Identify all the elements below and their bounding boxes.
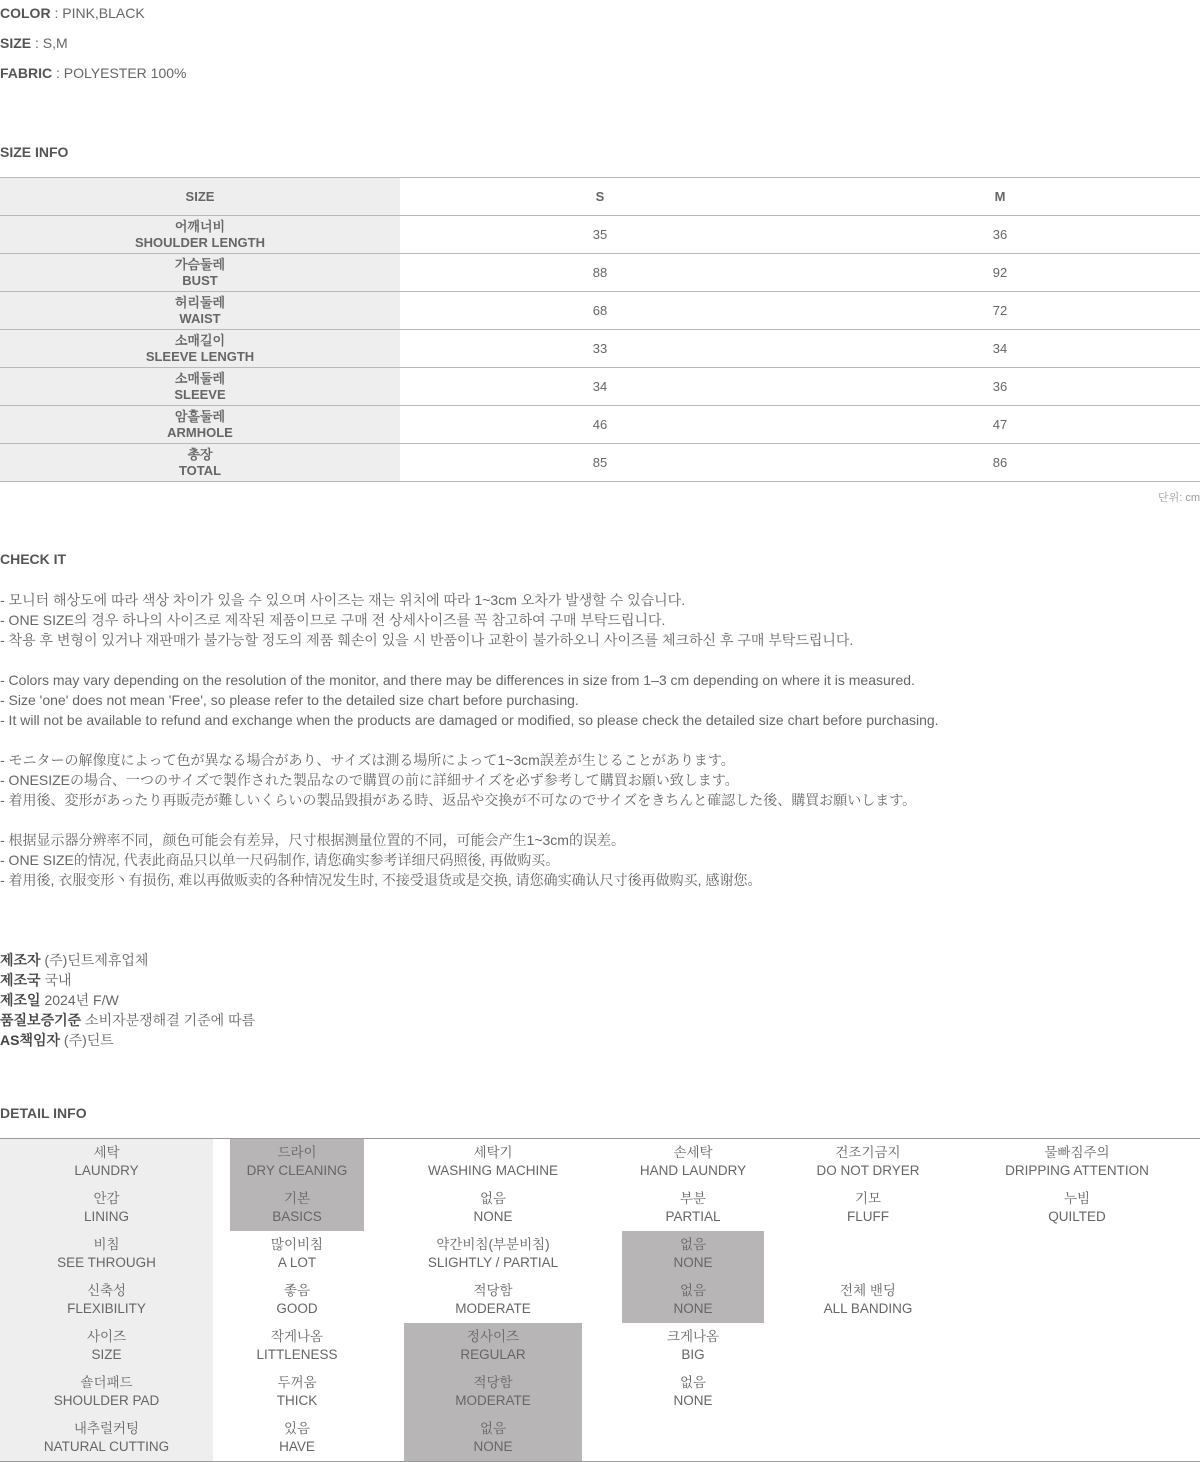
- detail-label-see-through-ko: 비침: [93, 1237, 120, 1252]
- detail-option: [404, 1231, 582, 1277]
- manufacturer-info: [0, 950, 255, 1050]
- detail-option-en: GOOD: [276, 1301, 318, 1316]
- detail-label-natural-cutting-en: NATURAL CUTTING: [43, 1439, 170, 1454]
- detail-option-selected: [404, 1415, 582, 1461]
- detail-label-flexibility-ko: 신축성: [86, 1283, 127, 1298]
- measure-label-ko: 총장: [187, 446, 213, 462]
- detail-option-en: A LOT: [277, 1255, 317, 1270]
- detail-option: [404, 1185, 582, 1231]
- detail-option-selected: [622, 1231, 764, 1277]
- detail-option: [800, 1185, 936, 1231]
- table-row: [0, 368, 1200, 406]
- note-line: - ONE SIZE的情况, 代表此商品只以单一尺码制作, 请您确实参考详细尺码照後, 再做购买。: [0, 852, 560, 868]
- detail-option-selected-en: BASICS: [272, 1209, 322, 1224]
- detail-option-selected-en: MODERATE: [455, 1393, 531, 1408]
- detail-option-selected-ko: 없음: [479, 1421, 507, 1436]
- measure-label-en: SLEEVE: [174, 386, 226, 402]
- detail-option-selected-en: NONE: [673, 1301, 713, 1316]
- color-label: COLOR: [0, 5, 51, 21]
- product-fabric: [0, 64, 186, 82]
- measure-m: 86: [800, 444, 1200, 482]
- detail-option: [404, 1139, 582, 1185]
- detail-option-en: SLIGHTLY / PARTIAL: [427, 1255, 559, 1270]
- measure-label-en: SHOULDER LENGTH: [135, 234, 265, 250]
- detail-option-ko: 건조기금지: [835, 1145, 901, 1160]
- measure-label-en: ARMHOLE: [167, 424, 233, 440]
- detail-option-selected: [230, 1185, 364, 1231]
- mfg-value: 소비자분쟁해결 기준에 따름: [81, 1012, 256, 1028]
- size-label: SIZE: [0, 35, 32, 51]
- detail-option-en: HAND LAUNDRY: [639, 1163, 747, 1178]
- detail-label-lining-ko: 안감: [93, 1191, 120, 1206]
- detail-option-ko: 기모: [854, 1191, 882, 1206]
- measure-s: 35: [400, 216, 800, 254]
- detail-option-selected-ko: 기본: [283, 1191, 311, 1206]
- measure-s: 88: [400, 254, 800, 292]
- measure-label-en: SLEEVE LENGTH: [145, 348, 255, 364]
- detail-option-en: FLUFF: [847, 1209, 889, 1224]
- detail-label-natural-cutting: [0, 1415, 213, 1461]
- measure-label: [0, 254, 400, 292]
- note-gap: [0, 810, 939, 830]
- measure-label: [0, 406, 400, 444]
- measure-label: [0, 444, 400, 482]
- table-row: [0, 406, 1200, 444]
- detail-label-size-ko: 사이즈: [86, 1329, 127, 1344]
- size-header-size: SIZE: [0, 178, 400, 216]
- mfg-label: 제조자: [0, 952, 41, 968]
- detail-option: [800, 1139, 936, 1185]
- detail-option: [800, 1277, 936, 1323]
- measure-s: 46: [400, 406, 800, 444]
- mfg-line-maker: [0, 950, 255, 970]
- table-row: [0, 292, 1200, 330]
- measure-m: 36: [800, 368, 1200, 406]
- detail-option: [230, 1277, 364, 1323]
- measure-label-ko: 암홀둘레: [174, 408, 226, 424]
- detail-option-en: NONE: [673, 1393, 713, 1408]
- detail-label-shoulder-pad-en: SHOULDER PAD: [53, 1393, 160, 1408]
- note-line: - ONESIZEの場合、一つのサイズで製作された製品なので購買の前に詳細サイズを必ず参考して購買お願い致します。: [0, 772, 739, 788]
- detail-option-en: MODERATE: [455, 1301, 531, 1316]
- size-value: : S,M: [31, 35, 68, 51]
- mfg-line-date: [0, 990, 255, 1010]
- detail-option-selected-ko: 적당함: [473, 1375, 513, 1390]
- detail-option-ko: 없음: [679, 1375, 707, 1390]
- measure-label: [0, 216, 400, 254]
- detail-option-ko: 약간비침(부분비침): [436, 1237, 550, 1252]
- note-line: - 모니터 해상도에 따라 색상 차이가 있을 수 있으며 사이즈는 재는 위치에 따라 1~3cm 오차가 발생할 수 있습니다.: [0, 592, 686, 608]
- measure-m: 72: [800, 292, 1200, 330]
- note-line: - 着用後, 衣服变形丶有损伤, 难以再做贩卖的各种情况发生时, 不接受退货或是交换, 请您确实确认尺寸後再做购买, 感谢您。: [0, 872, 762, 888]
- size-header-s: S: [400, 178, 800, 216]
- detail-option-selected-ko: 없음: [679, 1237, 707, 1252]
- detail-option-ko: 손세탁: [673, 1145, 713, 1160]
- detail-option-ko: 부분: [679, 1191, 707, 1206]
- mfg-label: 품질보증기준: [0, 1012, 82, 1028]
- measure-s: 34: [400, 368, 800, 406]
- note-line: - It will not be available to refund and exchange when the products are damaged or modified, so please check the detailed size chart before purchasing.: [0, 712, 939, 728]
- detail-option-ko: 좋음: [283, 1283, 311, 1298]
- detail-option: [230, 1323, 364, 1369]
- mfg-value: 국내: [40, 972, 72, 988]
- note-line: - ONE SIZE의 경우 하나의 사이즈로 제작된 제품이므로 구매 전 상세사이즈를 꼭 참고하여 구매 부탁드립니다.: [0, 612, 666, 628]
- mfg-value: (주)딘트: [60, 1032, 114, 1048]
- detail-option-selected: [404, 1323, 582, 1369]
- measure-m: 34: [800, 330, 1200, 368]
- check-it-title: CHECK IT: [0, 551, 67, 567]
- measure-label-ko: 허리둘레: [174, 294, 226, 310]
- detail-label-laundry-ko: 세탁: [93, 1145, 120, 1160]
- color-value: : PINK,BLACK: [50, 5, 145, 21]
- detail-option-selected-ko: 없음: [679, 1283, 707, 1298]
- detail-option-ko: 작게나옴: [270, 1329, 324, 1344]
- size-table-header: [0, 178, 1200, 216]
- detail-label-laundry: [0, 1139, 213, 1185]
- detail-option-en: DRIPPING ATTENTION: [1005, 1163, 1149, 1178]
- detail-option-ko: 많이비침: [270, 1237, 324, 1252]
- note-line: - 根据显示器分辨率不同，颜色可能会有差异，尺寸根据测量位置的不同，可能会产生1~3cm的误差。: [0, 832, 625, 848]
- note-line: - 着用後、変形があったり再販売が難しいくらいの製品毀損がある時、返品や交換が不可なのでサイズをきちんと確認した後、購買お願いします。: [0, 792, 917, 808]
- detail-option-ko: 크게나옴: [666, 1329, 720, 1344]
- detail-option-selected-en: NONE: [473, 1439, 513, 1454]
- measure-label: [0, 292, 400, 330]
- detail-option-en: NONE: [473, 1209, 513, 1224]
- detail-label-size-en: SIZE: [91, 1347, 122, 1362]
- note-line: - 착용 후 변형이 있거나 재판매가 불가능할 정도의 제품 훼손이 있을 시 반품이나 교환이 불가하오니 사이즈를 체크하신 후 구매 부탁드립니다.: [0, 632, 854, 648]
- detail-label-size: [0, 1323, 213, 1369]
- mfg-label: 제조국: [0, 972, 41, 988]
- detail-option-ko: 물빠짐주의: [1044, 1145, 1110, 1160]
- detail-option: [404, 1277, 582, 1323]
- mfg-line-as: [0, 1030, 255, 1050]
- table-row: [0, 444, 1200, 482]
- mfg-line-country: [0, 970, 255, 990]
- note-line: - Colors may vary depending on the resolution of the monitor, and there may be differences in size from 1–3 cm depending on where it is measured.: [0, 672, 915, 688]
- measure-label-ko: 가슴둘레: [174, 256, 226, 272]
- measure-label: [0, 368, 400, 406]
- detail-option: [622, 1369, 764, 1415]
- detail-option-selected: [622, 1277, 764, 1323]
- detail-option-en: BIG: [681, 1347, 705, 1362]
- mfg-label: AS책임자: [0, 1032, 61, 1048]
- measure-label-en: BUST: [182, 272, 218, 288]
- detail-option-selected-en: NONE: [673, 1255, 713, 1270]
- note-gap: [0, 650, 939, 670]
- detail-option: [622, 1139, 764, 1185]
- note-line: - Size 'one' does not mean 'Free', so please refer to the detailed size chart before purchasing.: [0, 692, 579, 708]
- detail-label-shoulder-pad-ko: 숄더패드: [80, 1375, 133, 1390]
- unit-note: 단위: cm: [1157, 492, 1200, 504]
- table-row: [0, 330, 1200, 368]
- detail-option-ko: 있음: [283, 1421, 311, 1436]
- size-header-m: M: [800, 178, 1200, 216]
- detail-option-selected-ko: 정사이즈: [466, 1329, 520, 1344]
- detail-option-en: DO NOT DRYER: [816, 1163, 920, 1178]
- measure-s: 85: [400, 444, 800, 482]
- detail-option-en: ALL BANDING: [823, 1301, 913, 1316]
- detail-option-en: PARTIAL: [665, 1209, 721, 1224]
- measure-label-en: WAIST: [179, 310, 221, 326]
- detail-label-laundry-en: LAUNDRY: [74, 1163, 139, 1178]
- detail-option-ko: 두꺼움: [277, 1375, 317, 1390]
- fabric-label: FABRIC: [0, 65, 53, 81]
- measure-label-ko: 소매둘레: [174, 370, 226, 386]
- detail-option-en: QUILTED: [1048, 1209, 1106, 1224]
- mfg-value: 2024년 F/W: [40, 992, 119, 1008]
- detail-option: [622, 1323, 764, 1369]
- measure-s: 33: [400, 330, 800, 368]
- detail-option: [230, 1231, 364, 1277]
- detail-label-flexibility: [0, 1277, 213, 1323]
- detail-option-ko: 적당함: [473, 1283, 513, 1298]
- detail-option-selected-en: DRY CLEANING: [246, 1163, 348, 1178]
- fabric-value: : POLYESTER 100%: [52, 65, 187, 81]
- product-size: [0, 34, 68, 52]
- detail-option-ko: 전체 밴딩: [840, 1283, 896, 1298]
- detail-option-ko: 세탁기: [473, 1145, 513, 1160]
- size-info-title: SIZE INFO: [0, 144, 69, 160]
- note-gap: [0, 730, 939, 750]
- detail-option-en: HAVE: [279, 1439, 315, 1454]
- detail-label-lining-en: LINING: [83, 1209, 129, 1224]
- detail-option-selected: [230, 1139, 364, 1185]
- detail-option: [972, 1139, 1182, 1185]
- table-row: [0, 216, 1200, 254]
- detail-label-natural-cutting-ko: 내추럴커팅: [73, 1421, 140, 1436]
- detail-option-selected-en: REGULAR: [460, 1347, 526, 1362]
- check-it-notes: [0, 590, 939, 890]
- table-row: [0, 254, 1200, 292]
- measure-label-ko: 어깨너비: [174, 218, 226, 234]
- product-color: [0, 4, 145, 22]
- measure-label-en: TOTAL: [178, 462, 222, 478]
- detail-option-selected: [404, 1369, 582, 1415]
- detail-option-selected-ko: 드라이: [277, 1145, 317, 1160]
- detail-option: [972, 1185, 1182, 1231]
- measure-label-ko: 소매길이: [174, 332, 226, 348]
- detail-option-en: LITTLENESS: [256, 1347, 338, 1362]
- mfg-label: 제조일: [0, 992, 41, 1008]
- note-line: - モニターの解像度によって色が異なる場合があり、サイズは測る場所によって1~3cm誤差が生じることがあります。: [0, 752, 735, 768]
- mfg-value: (주)딘트제휴업체: [40, 952, 149, 968]
- mfg-line-quality: [0, 1010, 255, 1030]
- detail-label-shoulder-pad: [0, 1369, 213, 1415]
- measure-s: 68: [400, 292, 800, 330]
- detail-option-ko: 누빔: [1063, 1191, 1091, 1206]
- detail-label-see-through: [0, 1231, 213, 1277]
- detail-label-flexibility-en: FLEXIBILITY: [67, 1301, 146, 1316]
- measure-m: 36: [800, 216, 1200, 254]
- size-table: [0, 177, 1200, 482]
- detail-option-ko: 없음: [479, 1191, 507, 1206]
- detail-info-title: DETAIL INFO: [0, 1105, 87, 1121]
- detail-label-lining: [0, 1185, 213, 1231]
- measure-m: 92: [800, 254, 1200, 292]
- measure-m: 47: [800, 406, 1200, 444]
- detail-option-en: WASHING MACHINE: [427, 1163, 558, 1178]
- detail-label-see-through-en: SEE THROUGH: [57, 1255, 156, 1270]
- detail-option: [230, 1369, 364, 1415]
- detail-option: [230, 1415, 364, 1461]
- detail-option: [622, 1185, 764, 1231]
- detail-option-en: THICK: [276, 1393, 318, 1408]
- measure-label: [0, 330, 400, 368]
